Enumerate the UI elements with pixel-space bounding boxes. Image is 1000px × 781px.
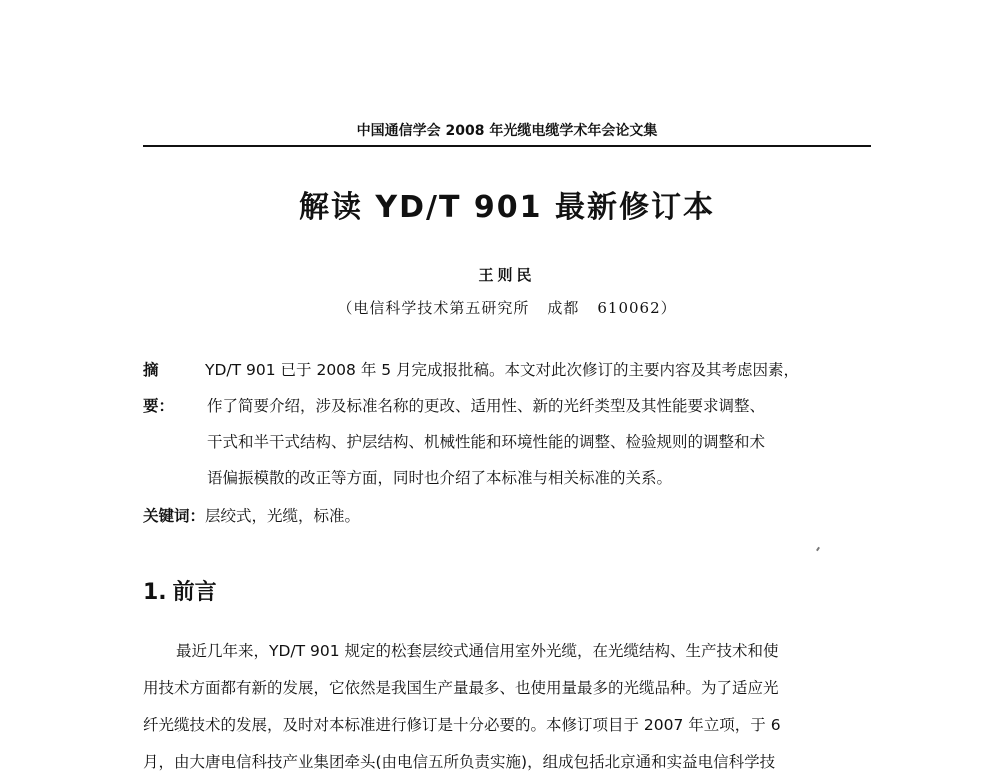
section-title: 前言 <box>172 580 217 605</box>
affiliation-open-paren: （ <box>337 299 354 317</box>
affiliation-city: 成都 <box>547 299 580 317</box>
body-line: 月，由大唐电信科技产业集团牵头(由电信五所负责实施)，组成包括北京通和实益电信科学技 <box>143 753 776 771</box>
body-paragraph <box>143 633 878 781</box>
body-line: 纤光缆技术的发展，及时对本标准进行修订是十分必要的。本修订项目于 2007 年立项，于 6 <box>143 716 781 734</box>
affiliation-close-paren: ） <box>660 299 677 317</box>
section-number: 1. <box>143 580 167 605</box>
paper-title: 解读 YD/T 901 最新修订本 <box>298 190 715 225</box>
keywords-value: 层绞式，光缆，标准。 <box>205 507 361 525</box>
author-affiliation <box>143 296 871 320</box>
header-rule <box>143 145 871 147</box>
scan-artifact-mark <box>816 547 820 551</box>
author-name: 王则民 <box>478 266 536 284</box>
body-line: 最近几年来，YD/T 901 规定的松套层绞式通信用室外光缆，在光缆结构、生产技术和使 <box>176 642 779 660</box>
abstract-line: 语偏振模散的改正等方面，同时也介绍了本标准与相关标准的关系。 <box>207 469 673 487</box>
abstract-line: YD/T 901 已于 2008 年 5 月完成报批稿。本文对此次修订的主要内容及其考虑因素， <box>205 361 800 379</box>
abstract-label-char-2: 要： <box>143 397 175 415</box>
abstract-block <box>143 352 875 496</box>
affiliation-institute: 电信科学技术第五研究所 <box>353 299 530 317</box>
abstract-line: 作了简要介绍，涉及标准名称的更改、适用性、新的光纤类型及其性能要求调整、 <box>207 397 766 415</box>
keywords-block <box>143 502 360 530</box>
body-line: 用技术方面都有新的发展，它依然是我国生产量最多、也使用量最多的光缆品种。为了适应光 <box>143 679 779 697</box>
affiliation-postcode: 610062 <box>597 299 661 317</box>
section-heading <box>143 576 217 610</box>
abstract-label <box>143 352 205 424</box>
keywords-label: 关键词： <box>143 507 206 525</box>
abstract-label-char-1: 摘 <box>143 361 159 379</box>
abstract-line: 干式和半干式结构、护层结构、机械性能和环境性能的调整、检验规则的调整和术 <box>207 433 766 451</box>
running-header: 中国通信学会 2008 年光缆电缆学术年会论文集 <box>356 123 658 139</box>
abstract-body <box>205 352 875 496</box>
